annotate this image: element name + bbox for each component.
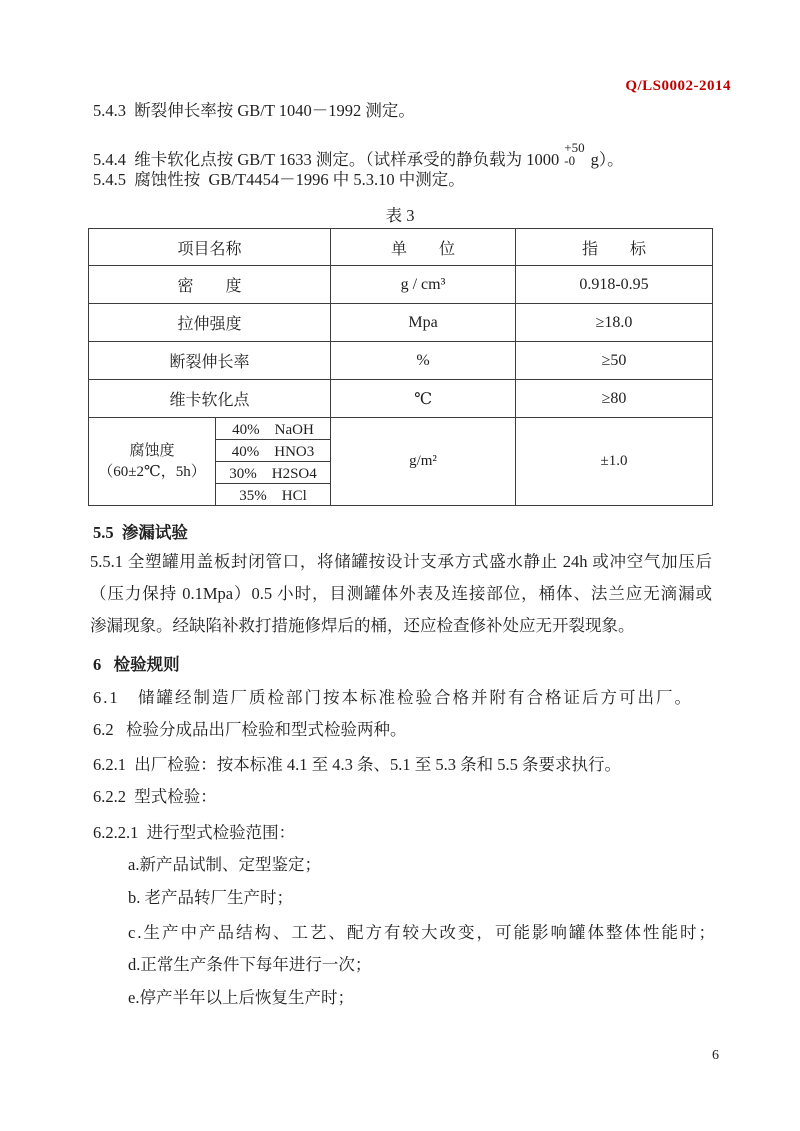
table-row-vicat [89, 380, 713, 418]
row-value: ≥18.0 [516, 304, 713, 342]
table-row-density [89, 266, 713, 304]
row-name: 断裂伸长率 [89, 342, 331, 380]
row-unit: ℃ [331, 380, 516, 418]
clause-5-4-4 [93, 141, 624, 171]
type-test-item-e: e.停产半年以上后恢复生产时； [128, 988, 354, 1007]
type-test-item-b: b. 老产品转厂生产时； [128, 888, 293, 907]
doc-code: Q/LS0002-2014 [625, 78, 731, 94]
heading-6: 6 检验规则 [93, 655, 180, 674]
table-header-row [89, 229, 713, 266]
corrosion-name [89, 418, 216, 506]
row-name: 拉伸强度 [89, 304, 331, 342]
clause-6-2-2-1: 6.2.2.1 进行型式检验范围： [93, 823, 296, 842]
page-number: 6 [712, 1048, 719, 1063]
clause-5-4-3: 5.4.3 断裂伸长率按 GB/T 1040－1992 测定。 [93, 101, 415, 120]
tolerance-minus: -0 [564, 153, 576, 168]
tolerance-plus: +50 [564, 140, 585, 155]
clause-5-4-5: 5.4.5 腐蚀性按 GB/T4454－1996 中 5.3.10 中测定。 [93, 170, 465, 189]
col-index-header: 指 标 [516, 229, 713, 266]
table-row-corrosion [89, 418, 713, 440]
clause-6-2-1: 6.2.1 出厂检验：按本标准 4.1 至 4.3 条、5.1 至 5.3 条和 5.5 条要求执行。 [93, 755, 621, 774]
clause-5-4-4-tail: g）。 [590, 150, 624, 169]
type-test-item-a: a.新产品试制、定型鉴定； [128, 855, 321, 874]
type-test-item-c: c.生产中产品结构、工艺、配方有较大改变，可能影响罐体整体性能时； [128, 923, 717, 942]
row-unit: Mpa [331, 304, 516, 342]
row-unit: % [331, 342, 516, 380]
row-value: ≥80 [516, 380, 713, 418]
acid-item: 30% H2SO4 [216, 462, 331, 484]
row-value: 0.918-0.95 [516, 266, 713, 304]
col-item-header: 项目名称 [89, 229, 331, 266]
spec-table [88, 228, 713, 506]
row-unit: g / cm³ [331, 266, 516, 304]
table-caption: 表 3 [385, 206, 415, 225]
corrosion-name-line1: 腐蚀度 [129, 442, 175, 459]
corrosion-value: ±1.0 [516, 418, 713, 506]
para-5-5-1-line3: 渗漏现象。经缺陷补救打措施修焊后的桶，还应检查修补处应无开裂现象。 [90, 616, 635, 635]
heading-5-5: 5.5 渗漏试验 [93, 523, 188, 542]
table-row-elongation [89, 342, 713, 380]
row-name: 密 度 [89, 266, 331, 304]
acid-item: 35% HCl [216, 484, 331, 506]
clause-6-1: 6.1 储罐经制造厂质检部门按本标准检验合格并附有合格证后方可出厂。 [93, 688, 693, 707]
clause-6-2-2: 6.2.2 型式检验： [93, 787, 217, 806]
clause-5-4-4-text: 5.4.4 维卡软化点按 GB/T 1633 测定。（试样承受的静负载为 1000 [93, 150, 560, 169]
row-value: ≥50 [516, 342, 713, 380]
tolerance-stack [564, 141, 584, 167]
para-5-5-1-line1: 5.5.1 全塑罐用盖板封闭管口，将储罐按设计支承方式盛水静止 24h 或冲空气加压后 [90, 552, 713, 571]
corrosion-name-line2: （60±2℃，5h） [98, 463, 206, 480]
col-unit-header: 单 位 [331, 229, 516, 266]
corrosion-unit: g/m² [331, 418, 516, 506]
type-test-item-d: d.正常生产条件下每年进行一次； [128, 955, 372, 974]
acid-item: 40% HNO3 [216, 440, 331, 462]
acid-item: 40% NaOH [216, 418, 331, 440]
row-name: 维卡软化点 [89, 380, 331, 418]
clause-6-2: 6.2 检验分成品出厂检验和型式检验两种。 [93, 720, 407, 739]
table-row-tensile [89, 304, 713, 342]
para-5-5-1-line2: （压力保持 0.1Mpa）0.5 小时，目测罐体外表及连接部位，桶体、法兰应无滴漏或 [90, 584, 712, 603]
